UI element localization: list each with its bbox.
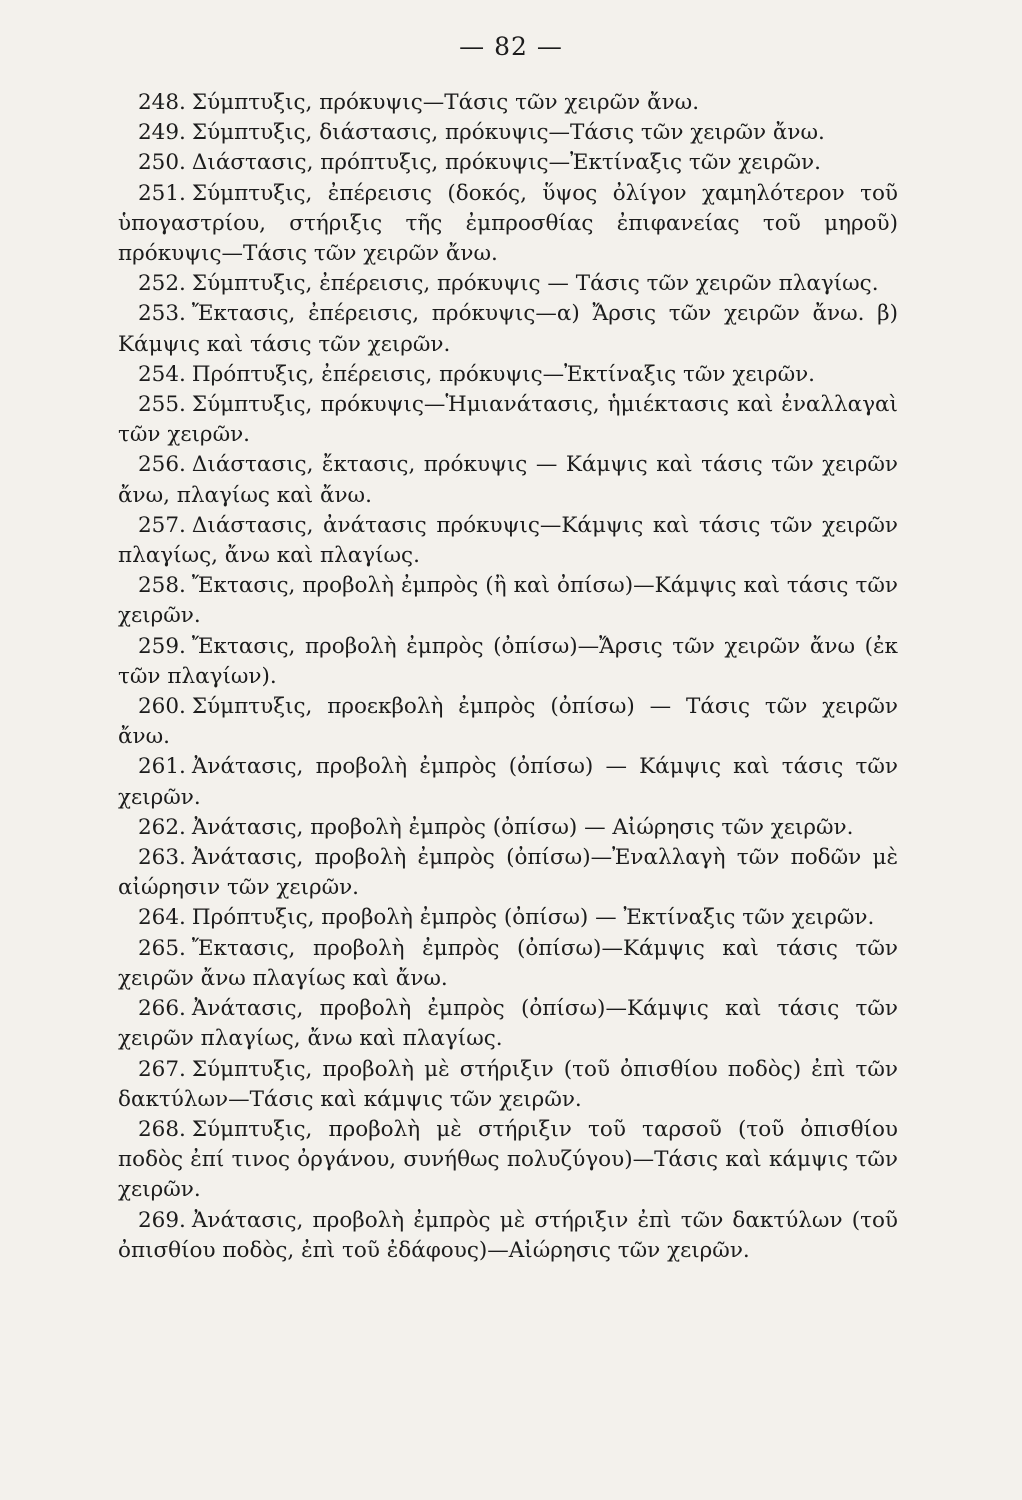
exercise-text: Σύμπτυξις, προεκβολὴ ἐμπρὸς (ὀπίσω) — Τάσις τῶν χειρῶν ἄνω.: [118, 694, 898, 750]
exercise-number: 251.: [138, 180, 186, 206]
exercise-entry: [118, 692, 898, 752]
exercise-entry: [118, 843, 898, 903]
exercise-number: 248.: [138, 90, 186, 115]
exercise-number: 262.: [138, 814, 186, 840]
exercise-entry: [118, 450, 898, 510]
exercise-entry: [118, 148, 898, 178]
exercise-entry: [118, 994, 898, 1054]
exercise-number: 253.: [138, 301, 186, 327]
exercise-text: Ἔκτασις, προβολὴ ἐμπρὸς (ὀπίσω)—Ἄρσις τῶν χειρῶν ἄνω (ἐκ τῶν πλαγίων).: [118, 633, 898, 689]
exercise-number: 261.: [138, 754, 186, 780]
exercise-number: 268.: [138, 1116, 186, 1142]
exercise-text: Σύμπτυξις, διάστασις, πρόκυψις—Τάσις τῶν χειρῶν ἄνω.: [191, 120, 825, 146]
exercise-entry: [118, 1206, 898, 1266]
exercise-entry: [118, 813, 898, 843]
exercise-entry: [118, 390, 898, 450]
exercise-number: 264.: [138, 905, 186, 931]
exercise-text: Ἀνάτασις, προβολὴ ἐμπρὸς μὲ στήριξιν ἐπὶ τῶν δακτύλων (τοῦ ὀπισθίου ποδὸς, ἐπὶ τοῦ ἐδάφους)—Αἰώρησις τῶν χειρῶν.: [118, 1207, 898, 1263]
exercise-number: 269.: [138, 1207, 186, 1233]
exercise-text: Ἀνάτασις, προβολὴ ἐμπρὸς (ὀπίσω)—Κάμψις καὶ τάσις τῶν χειρῶν πλαγίως, ἄνω καὶ πλαγίως.: [118, 996, 898, 1052]
exercise-number: 250.: [138, 150, 186, 176]
exercise-text: Σύμπτυξις, πρόκυψις—Τάσις τῶν χειρῶν ἄνω.: [191, 90, 700, 115]
exercise-text: Σύμπτυξις, ἐπέρεισις (δοκός, ὕψος ὀλίγον χαμηλότερον τοῦ ὑπογαστρίου, στήριξις τῆς ἐμπροσθίας ἐπιφανείας τοῦ μηροῦ) πρόκυψις—Τάσις τῶν χειρῶν ἄνω.: [118, 180, 898, 267]
exercise-text: Ἀνάτασις, προβολὴ ἐμπρὸς (ὀπίσω) — Αἰώρησις τῶν χειρῶν.: [191, 814, 854, 840]
exercise-list: [118, 88, 898, 1266]
exercise-entry: [118, 360, 898, 390]
exercise-number: 260.: [138, 694, 186, 720]
exercise-number: 256.: [138, 452, 186, 478]
exercise-entry: [118, 88, 898, 118]
exercise-number: 259.: [138, 633, 186, 659]
exercise-entry: [118, 179, 898, 270]
exercise-number: 252.: [138, 271, 186, 297]
exercise-entry: [118, 571, 898, 631]
exercise-number: 255.: [138, 392, 186, 418]
exercise-entry: [118, 1115, 898, 1206]
exercise-text: Σύμπτυξις, προβολὴ μὲ στήριξιν (τοῦ ὀπισθίου ποδὸς) ἐπὶ τῶν δακτύλων—Τάσις καὶ κάμψις τῶν χειρῶν.: [118, 1056, 898, 1112]
exercise-entry: [118, 269, 898, 299]
exercise-number: 258.: [138, 573, 186, 599]
exercise-text: Σύμπτυξις, προβολὴ μὲ στήριξιν τοῦ ταρσοῦ (τοῦ ὀπισθίου ποδὸς ἐπί τινος ὀργάνου, συνήθως πολυζύγου)—Τάσις καὶ κάμψις τῶν χειρῶν.: [118, 1116, 898, 1203]
exercise-text: Ἀνάτασις, προβολὴ ἐμπρὸς (ὀπίσω)—Ἐναλλαγὴ τῶν ποδῶν μὲ αἰώρησιν τῶν χειρῶν.: [118, 845, 898, 901]
page-number: — 82 —: [459, 32, 563, 61]
exercise-entry: [118, 299, 898, 359]
exercise-text: Διάστασις, πρόπτυξις, πρόκυψις—Ἐκτίναξις τῶν χειρῶν.: [191, 150, 821, 176]
exercise-entry: [118, 752, 898, 812]
exercise-text: Σύμπτυξις, πρόκυψις—Ἡμιανάτασις, ἡμιέκτασις καὶ ἐναλλαγαὶ τῶν χειρῶν.: [118, 392, 898, 448]
exercise-number: 263.: [138, 845, 186, 871]
exercise-entry: [118, 903, 898, 933]
exercise-text: Ἀνάτασις, προβολὴ ἐμπρὸς (ὀπίσω) — Κάμψις καὶ τάσις τῶν χειρῶν.: [118, 754, 898, 810]
exercise-text: Ἔκτασις, προβολὴ ἐμπρὸς (ἢ καὶ ὀπίσω)—Κάμψις καὶ τάσις τῶν χειρῶν.: [118, 573, 898, 629]
exercise-text: Ἔκτασις, προβολὴ ἐμπρὸς (ὀπίσω)—Κάμψις καὶ τάσις τῶν χειρῶν ἄνω πλαγίως καὶ ἄνω.: [118, 935, 898, 991]
exercise-text: Σύμπτυξις, ἐπέρεισις, πρόκυψις — Τάσις τῶν χειρῶν πλαγίως.: [191, 271, 879, 297]
exercise-number: 249.: [138, 120, 186, 146]
exercise-number: 267.: [138, 1056, 186, 1082]
exercise-number: 266.: [138, 996, 186, 1022]
exercise-text: Διάστασις, ἀνάτασις πρόκυψις—Κάμψις καὶ τάσις τῶν χειρῶν πλαγίως, ἄνω καὶ πλαγίως.: [118, 512, 898, 569]
exercise-text: Πρόπτυξις, προβολὴ ἐμπρὸς (ὀπίσω) — Ἐκτίναξις τῶν χειρῶν.: [191, 905, 875, 931]
exercise-number: 265.: [138, 935, 186, 961]
exercise-entry: [118, 118, 898, 148]
exercise-text: Διάστασις, ἔκτασις, πρόκυψις — Κάμψις καὶ τάσις τῶν χειρῶν ἄνω, πλαγίως καὶ ἄνω.: [118, 452, 898, 508]
exercise-text: Ἔκτασις, ἐπέρεισις, πρόκυψις—α) Ἄρσις τῶν χειρῶν ἄνω. β) Κάμψις καὶ τάσις τῶν χειρῶν.: [118, 301, 898, 357]
exercise-entry: [118, 934, 898, 994]
exercise-number: 254.: [138, 361, 186, 387]
exercise-number: 257.: [138, 512, 186, 538]
exercise-entry: [118, 1055, 898, 1115]
exercise-text: Πρόπτυξις, ἐπέρεισις, πρόκυψις—Ἐκτίναξις τῶν χειρῶν.: [191, 361, 816, 387]
exercise-entry: [118, 632, 898, 692]
exercise-entry: [118, 511, 898, 571]
